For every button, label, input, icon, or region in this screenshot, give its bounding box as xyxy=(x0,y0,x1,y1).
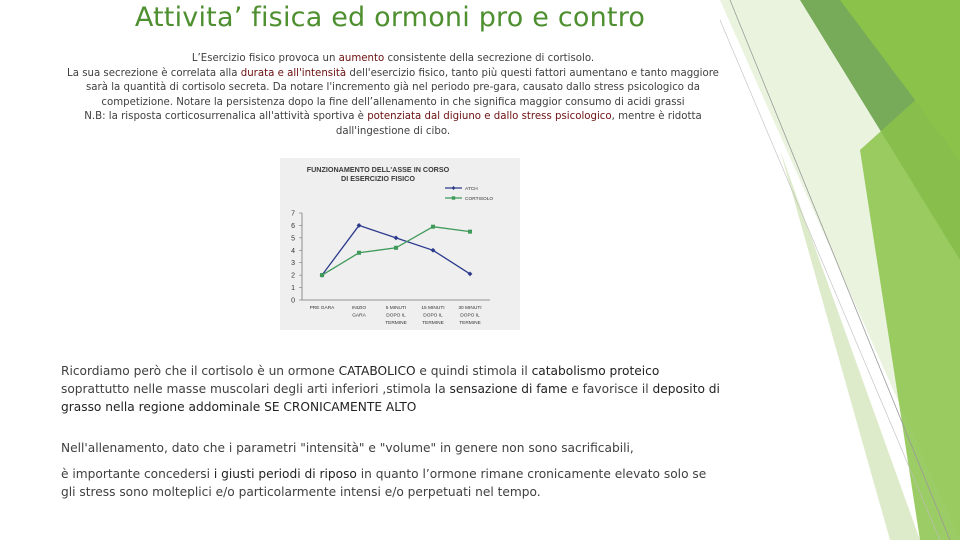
x-tick-label: 15 MINUTI xyxy=(421,306,445,311)
data-point-cortisolo xyxy=(468,230,472,234)
y-tick-label: 7 xyxy=(291,210,295,218)
x-tick-label: TERMINE xyxy=(422,321,444,326)
line-chart xyxy=(280,158,520,330)
x-tick-label: TERMINE xyxy=(459,321,481,326)
legend-label-atch: ATCH xyxy=(465,187,478,192)
y-tick-label: 0 xyxy=(291,297,295,305)
rest-paragraph: è importante concedersi i giusti periodi di riposo in quanto l’ormone rimane cronicamente elevato solo se gli stress sono molteplici e/o particolarmente intensi e/o perpetuati nel tempo. xyxy=(61,467,707,499)
x-tick-label: GARA xyxy=(352,313,366,319)
x-tick-label: DOPO IL xyxy=(386,313,406,319)
legend-label-cortisolo: CORTISOLO xyxy=(465,197,494,202)
data-point-cortisolo xyxy=(394,246,398,250)
x-tick-label: 30 MINUTI xyxy=(458,306,482,311)
y-tick-label: 4 xyxy=(291,247,295,255)
data-point-cortisolo xyxy=(431,225,435,229)
intro-paragraph-2: La sua secrezione è correlata alla durata e all'intensità dell'esercizio fisico, tanto più questi fattori aumentano e tanto maggiore sarà la quantità di cortisolo secreta. Da notare l'incremento già nel periodo pre-gara, causato dallo stress psicologico da competizione. Notare la persistenza dopo la fine dell’allenamento in che significa maggior consumo di acidi grassi xyxy=(67,67,719,108)
y-tick-label: 5 xyxy=(291,235,295,243)
x-tick-label: TERMINE xyxy=(385,321,407,326)
decorative-green-shapes xyxy=(720,0,960,540)
y-tick-label: 1 xyxy=(291,285,295,293)
training-paragraph: Nell'allenamento, dato che i parametri "intensità" e "volume" in genere non sono sacrificabili, xyxy=(61,441,634,455)
x-tick-label: PRE GARA xyxy=(309,306,335,311)
slide-title: Attivita’ fisica ed ormoni pro e contro xyxy=(134,2,646,33)
y-tick-label: 2 xyxy=(291,272,295,280)
data-point-cortisolo xyxy=(320,273,324,277)
x-tick-label: INIZIO xyxy=(351,306,367,311)
series-line-atch xyxy=(322,225,470,275)
y-tick-label: 6 xyxy=(291,222,295,230)
intro-paragraph-1: L’Esercizio fisico provoca un aumento consistente della secrezione di cortisolo. xyxy=(191,53,595,64)
chart-title: DI ESERCIZIO FISICO xyxy=(341,174,415,183)
x-tick-label: 5 MINUTI xyxy=(385,306,407,311)
data-point-cortisolo xyxy=(357,251,361,255)
chart-title: FUNZIONAMENTO DELL'ASSE IN CORSO xyxy=(306,165,450,174)
chart-container xyxy=(280,158,520,330)
x-tick-label: DOPO IL xyxy=(460,313,480,319)
intro-paragraph-3: N.B: la risposta corticosurrenalica all'attività sportiva è potenziata dal digiuno e dallo stress psicologico, mentre è ridotta dall'ingestione di cibo. xyxy=(84,111,702,137)
legend-marker-cortisolo xyxy=(452,196,455,199)
legend-marker-atch xyxy=(452,186,456,190)
data-point-atch xyxy=(394,235,399,240)
catabolic-paragraph: Ricordiamo però che il cortisolo è un ormone CATABOLICO e quindi stimola il catabolismo proteico soprattutto nelle masse muscolari degli arti inferiori ,stimola la sensazione di fame e favorisce il deposito di grasso nella regione addominale SE CRONICAMENTE ALTO xyxy=(61,364,720,414)
y-tick-label: 3 xyxy=(291,260,295,268)
series-line-cortisolo xyxy=(322,227,470,275)
intro-text xyxy=(58,52,728,139)
x-tick-label: DOPO IL xyxy=(423,313,443,319)
